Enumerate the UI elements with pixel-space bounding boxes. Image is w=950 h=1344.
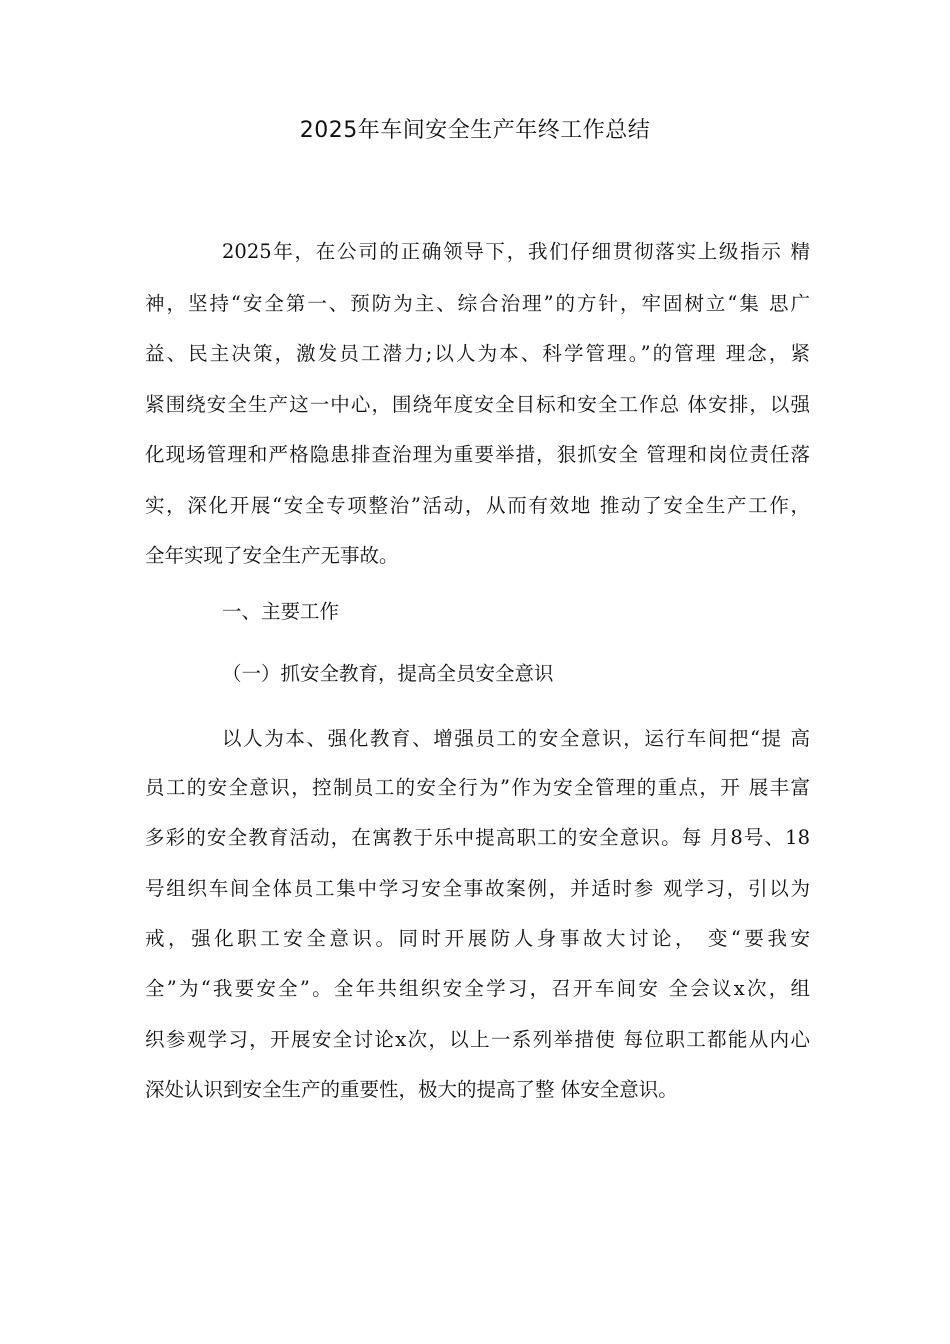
intro-line-1: 2025年，在公司的正确领导下，我们仔细贯彻落实上级指示 精 (222, 240, 810, 263)
intro-line-2: 神，坚持“安全第一、预防为主、综合治理”的方针，牢固树立“集 思广 (145, 292, 810, 315)
document-title: 2025年车间安全生产年终工作总结 (299, 118, 651, 143)
body-line-1: 以人为本、强化教育、增强员工的安全意识，运行车间把“提 高 (222, 727, 810, 750)
intro-line-5: 化现场管理和严格隐患排查治理为重要举措，狠抓安全 管理和岗位责任落 (145, 443, 810, 466)
intro-line-3: 益、民主决策，激发员工潜力;以人为本、科学管理。”的管理 理念，紧 (145, 342, 810, 365)
body-line-4: 号组织车间全体员工集中学习安全事故案例，并适时参 观学习，引以为 (145, 877, 810, 900)
body-line-8: 深处认识到安全生产的重要性，极大的提高了整 体安全意识。 (145, 1078, 678, 1101)
body-line-6: 全”为“我要安全”。全年共组织安全学习，召开车间安 全会议x次，组 (145, 977, 810, 1000)
intro-line-7: 全年实现了安全生产无事故。 (145, 544, 399, 567)
subsection-heading: （一）抓安全教育，提高全员安全意识 (222, 662, 554, 685)
body-line-2: 员工的安全意识，控制员工的安全行为”作为安全管理的重点，开 展丰富 (145, 776, 810, 799)
section-heading: 一、主要工作 (222, 600, 340, 623)
body-line-5: 戒，强化职工安全意识。同时开展防人身事故大讨论， 变“要我安 (145, 927, 810, 950)
body-line-3: 多彩的安全教育活动，在寓教于乐中提高职工的安全意识。每 月8号、18 (145, 826, 810, 849)
intro-line-4: 紧围绕安全生产这一中心，围绕年度安全目标和安全工作总 体安排，以强 (145, 393, 810, 416)
intro-line-6: 实，深化开展“安全专项整治”活动，从而有效地 推动了安全生产工作， (145, 494, 810, 517)
body-line-7: 织参观学习，开展安全讨论x次，以上一系列举措使 每位职工都能从内心 (145, 1028, 810, 1051)
